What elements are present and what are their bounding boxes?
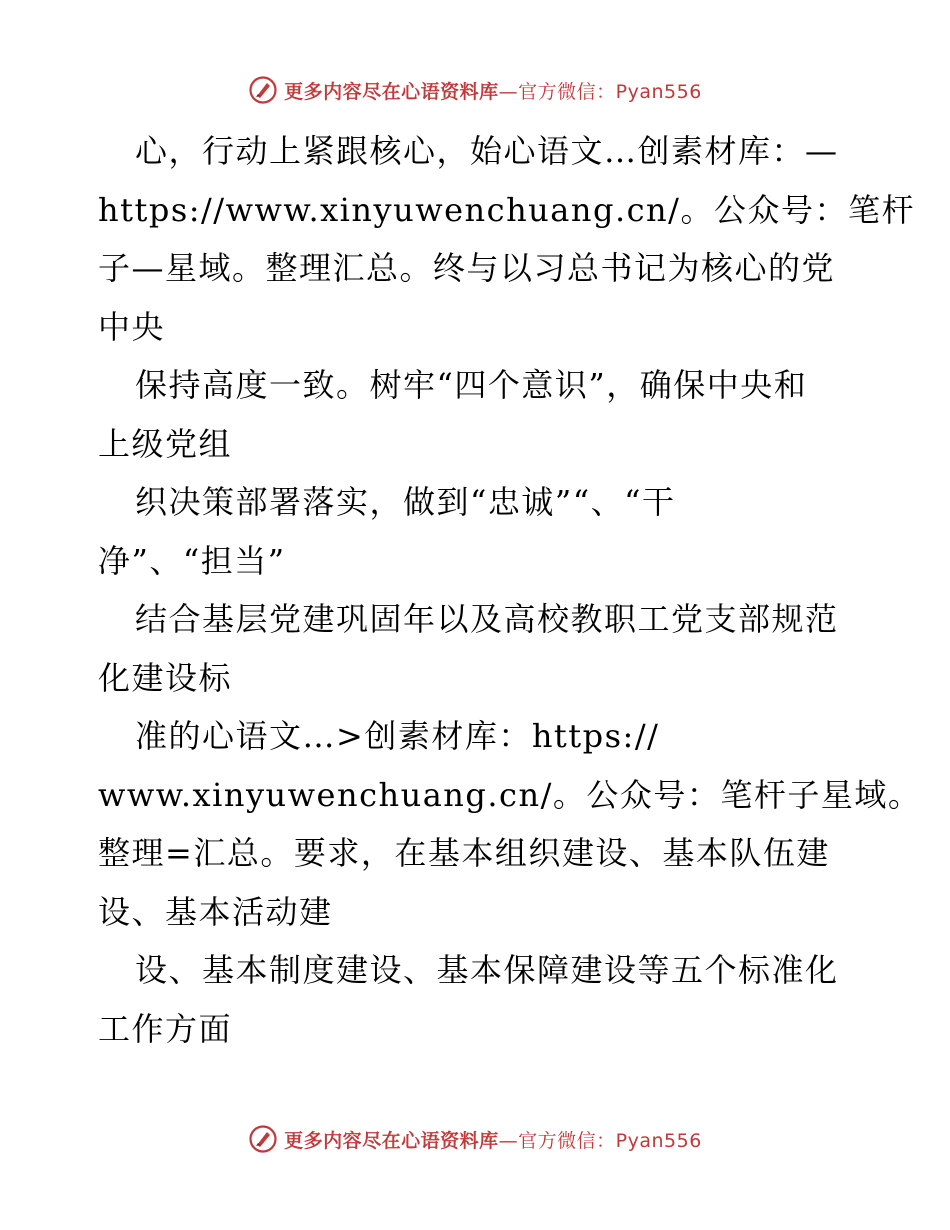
text-line: 工作方面	[98, 1009, 233, 1048]
footer-text	[284, 1126, 702, 1153]
header-watermark	[0, 70, 950, 110]
text-line: https://www.xinyuwenchuang.cn/。公众号：笔杆	[98, 190, 915, 229]
text-line: 心，行动上紧跟核心，始心语文…创素材库：—	[135, 132, 839, 170]
text-line: 设、基本活动建	[98, 892, 333, 931]
text-line: 上级党组	[98, 424, 233, 463]
text-line: 整理=汇总。要求，在基本组织建设、基本队伍建	[98, 834, 830, 872]
footer-brand: 更多内容尽在心语资料库	[284, 1129, 499, 1152]
header-brand: 更多内容尽在心语资料库	[284, 80, 499, 103]
pen-logo-icon	[248, 1124, 278, 1154]
footer-watermark	[0, 1119, 950, 1159]
text-line: 织决策部署落实，做到“忠诚”“、“干	[135, 483, 676, 521]
header-separator: —	[498, 80, 519, 103]
text-line: 子—星域。整理汇总。终与以习总书记为核心的党	[98, 249, 836, 287]
text-line: 化建设标	[98, 658, 233, 697]
header-contact: 官方微信：Pyan556	[518, 80, 702, 103]
footer-separator: —	[498, 1129, 519, 1152]
text-line: 保持高度一致。树牢“四个意识”，确保中央和	[135, 366, 808, 404]
text-line: 设、基本制度建设、基本保障建设等五个标准化	[135, 951, 839, 989]
text-line: 中央	[98, 307, 166, 346]
header-text	[284, 77, 702, 104]
document-body	[98, 122, 922, 1058]
text-line: 净”、“担当”	[98, 541, 286, 580]
text-line: 准的心语文…>创素材库：https://	[135, 717, 660, 755]
pen-logo-icon	[248, 75, 278, 105]
footer-contact: 官方微信：Pyan556	[518, 1129, 702, 1152]
text-line: www.xinyuwenchuang.cn/。公众号：笔杆子星域。	[98, 775, 922, 814]
text-line: 结合基层党建巩固年以及高校教职工党支部规范	[135, 600, 839, 638]
